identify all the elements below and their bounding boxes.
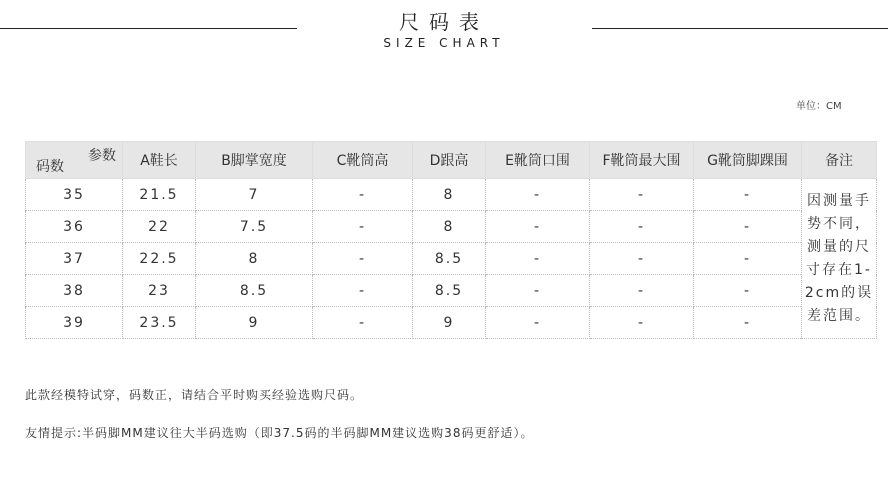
table-row <box>26 275 877 307</box>
table-cell: - <box>486 211 590 243</box>
table-cell: - <box>590 307 694 339</box>
header-cell: D跟高 <box>413 142 486 179</box>
table-cell: - <box>313 243 413 275</box>
fit-note: 此款经模特试穿，码数正，请结合平时购买经验选购尺码。 <box>25 388 364 402</box>
table-cell: 21.5 <box>123 179 196 211</box>
header-cell: A鞋长 <box>123 142 196 179</box>
table-header-row <box>26 142 877 179</box>
table-cell: 7.5 <box>196 211 313 243</box>
unit-label: 单位：CM <box>796 101 842 112</box>
corner-param-label: 参数 <box>88 148 116 164</box>
table-cell: 38 <box>26 275 123 307</box>
table-cell: - <box>313 307 413 339</box>
table-cell: 9 <box>413 307 486 339</box>
table-cell: - <box>486 307 590 339</box>
table-cell: 22 <box>123 211 196 243</box>
table-cell: - <box>313 211 413 243</box>
table-cell: - <box>486 243 590 275</box>
header-cell: E靴筒口围 <box>486 142 590 179</box>
table-cell: - <box>590 243 694 275</box>
table-cell: - <box>313 179 413 211</box>
half-size-tip: 友情提示:半码脚MM建议往大半码选购（即37.5码的半码脚MM建议选购38码更舒适）。 <box>25 426 534 440</box>
table-cell: - <box>590 211 694 243</box>
table-cell: 23 <box>123 275 196 307</box>
table-cell: 8 <box>413 179 486 211</box>
table-cell: - <box>694 243 802 275</box>
table-cell: 22.5 <box>123 243 196 275</box>
size-table <box>25 141 877 339</box>
corner-size-label: 码数 <box>36 159 64 175</box>
table-row <box>26 211 877 243</box>
table-row <box>26 243 877 275</box>
table-cell: 8.5 <box>413 243 486 275</box>
table-cell: - <box>590 179 694 211</box>
table-cell: 37 <box>26 243 123 275</box>
table-cell: - <box>694 179 802 211</box>
chart-title: 尺码表 <box>399 10 489 34</box>
header-cell: 备注 <box>802 142 877 179</box>
header-cell: B脚掌宽度 <box>196 142 313 179</box>
table-cell: 39 <box>26 307 123 339</box>
header-corner-cell <box>26 142 123 179</box>
table-cell: 8.5 <box>413 275 486 307</box>
table-cell: 8 <box>413 211 486 243</box>
table-row <box>26 307 877 339</box>
table-cell: - <box>694 307 802 339</box>
table-cell: 23.5 <box>123 307 196 339</box>
table-cell: - <box>486 275 590 307</box>
header-cell: F靴筒最大围 <box>590 142 694 179</box>
table-cell: - <box>694 211 802 243</box>
table-cell: 35 <box>26 179 123 211</box>
table-cell: 9 <box>196 307 313 339</box>
header-cell: C靴筒高 <box>313 142 413 179</box>
table-cell: 8 <box>196 243 313 275</box>
table-cell: - <box>313 275 413 307</box>
table-row <box>26 179 877 211</box>
table-cell: - <box>590 275 694 307</box>
table-cell: - <box>486 179 590 211</box>
table-cell: 7 <box>196 179 313 211</box>
chart-subtitle: SIZE CHART <box>383 36 505 50</box>
table-cell: 36 <box>26 211 123 243</box>
table-cell: 8.5 <box>196 275 313 307</box>
table-cell: - <box>694 275 802 307</box>
remark-cell: 因测量手势不同，测量的尺寸存在1-2cm的误差范围。 <box>802 179 877 339</box>
header-cell: G靴筒脚踝围 <box>694 142 802 179</box>
